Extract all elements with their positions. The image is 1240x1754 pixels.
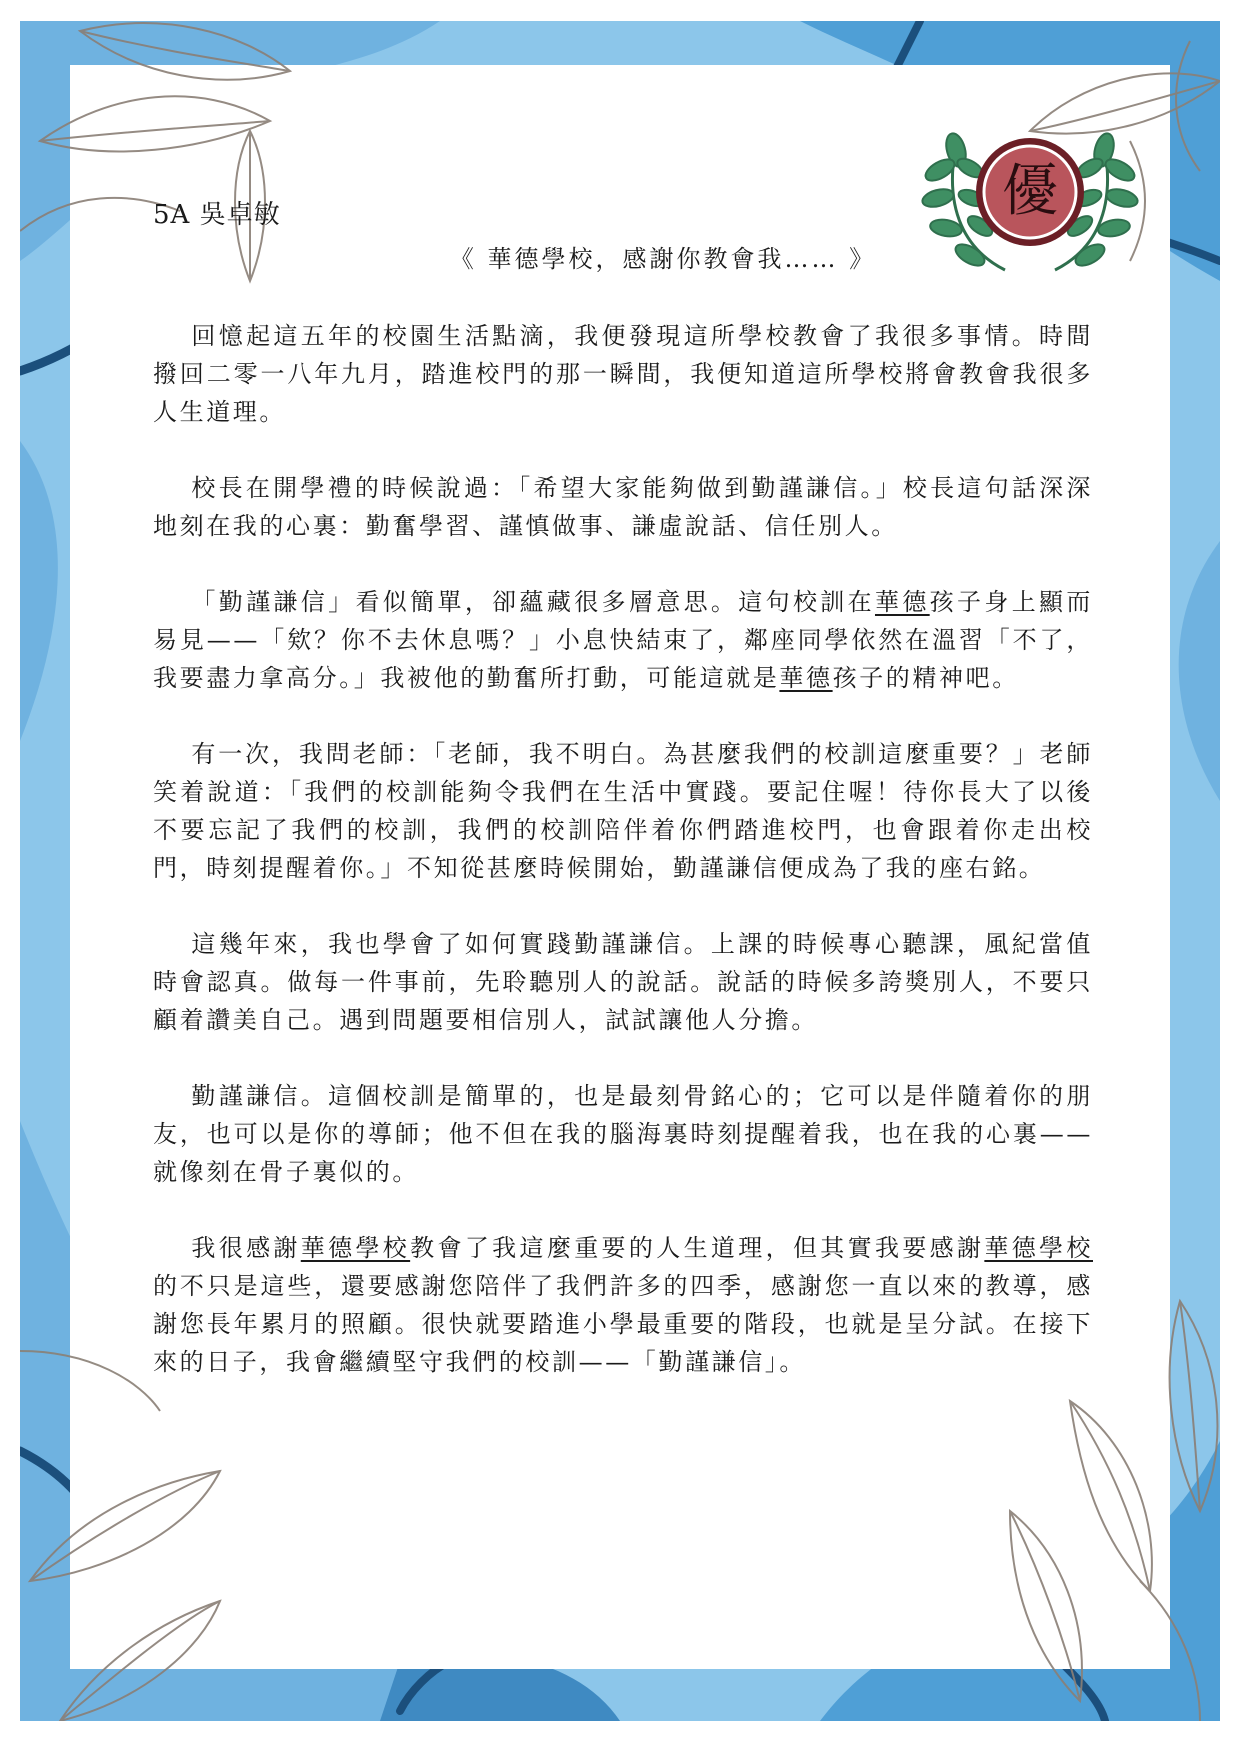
paragraph-text: 這幾年來，我也學會了如何實踐勤謹謙信。上課的時候專心聽課，風紀當值時會認真。做每一件事前，先聆聽別人的說話。說話的時候多誇獎別人，不要只顧着讚美自己。遇到問題要相信別人，試試讓他人分擔。 <box>153 930 1093 1034</box>
paragraph-text: 有一次，我問老師：「老師，我不明白。為甚麼我們的校訓這麼重要？」老師笑着說道：「我們的校訓能夠令我們在生活中實踐。要記住喔！待你長大了以後不要忘記了我們的校訓，我們的校訓陪伴着你們踏進校門，也會跟着你走出校門，時刻提醒着你。」不知從甚麼時候開始，勤謹謙信便成為了我的座右銘。 <box>153 740 1093 882</box>
paragraph-text: 教會了我這麼重要的人生道理，但其實我要感謝 <box>410 1234 985 1262</box>
paragraph-text: 回憶起這五年的校園生活點滴，我便發現這所學校教會了我很多事情。時間撥回二零一八年九月，踏進校門的那一瞬間，我便知道這所學校將會教會我很多人生道理。 <box>153 322 1093 426</box>
essay-paragraph-1 <box>153 317 1093 431</box>
essay-paragraph-3 <box>153 583 1093 697</box>
paragraph-text: 校長在開學禮的時候說過：「希望大家能夠做到勤謹謙信。」校長這句話深深地刻在我的心裏：勤奮學習、謹慎做事、謙虛說話、信任別人。 <box>153 474 1093 540</box>
essay-paragraph-4 <box>153 735 1093 887</box>
paragraph-text: 孩子的精神吧。 <box>832 664 1019 692</box>
school-name-underlined: 華德 <box>779 664 833 692</box>
paragraph-text: 「勤謹謙信」看似簡單，卻蘊藏很多層意思。這句校訓在 <box>191 588 875 616</box>
paragraph-text: 的不只是這些，還要感謝您陪伴了我們許多的四季，感謝您一直以來的教導，感謝您長年累月的照顧。很快就要踏進小學最重要的階段，也就是呈分試。在接下來的日子，我會繼續堅守我們的校訓——「勤謹謙信」。 <box>153 1272 1093 1376</box>
paragraph-text: 勤謹謙信。這個校訓是簡單的，也是最刻骨銘心的；它可以是伴隨着你的朋友，也可以是你的導師；他不但在我的腦海裏時刻提醒着我，也在我的心裏——就像刻在骨子裏似的。 <box>153 1082 1093 1186</box>
author-line: 5A 吳卓敏 <box>153 200 281 230</box>
essay-body <box>153 317 1093 1381</box>
essay-paragraph-2 <box>153 469 1093 545</box>
badge-character: 優 <box>1002 159 1058 224</box>
essay-title: 《 華德學校，感謝你教會我…… 》 <box>449 245 877 273</box>
essay-paragraph-7 <box>153 1229 1093 1381</box>
essay-content <box>153 195 1093 1381</box>
essay-paragraph-6 <box>153 1077 1093 1191</box>
school-name-underlined: 華德學校 <box>300 1234 411 1262</box>
paragraph-text: 我很感謝 <box>191 1234 301 1262</box>
paragraph-text: 孩子身上顯而易見——「欸？你不去休息嗎？」小息快結束了，鄰座同學依然在溫習「不了，我要盡力拿高分。」我被他的勤奮所打動，可能這就是 <box>153 588 1093 692</box>
essay-paragraph-5 <box>153 925 1093 1039</box>
school-name-underlined: 華德 <box>874 588 930 616</box>
school-name-underlined: 華德學校 <box>984 1234 1093 1262</box>
